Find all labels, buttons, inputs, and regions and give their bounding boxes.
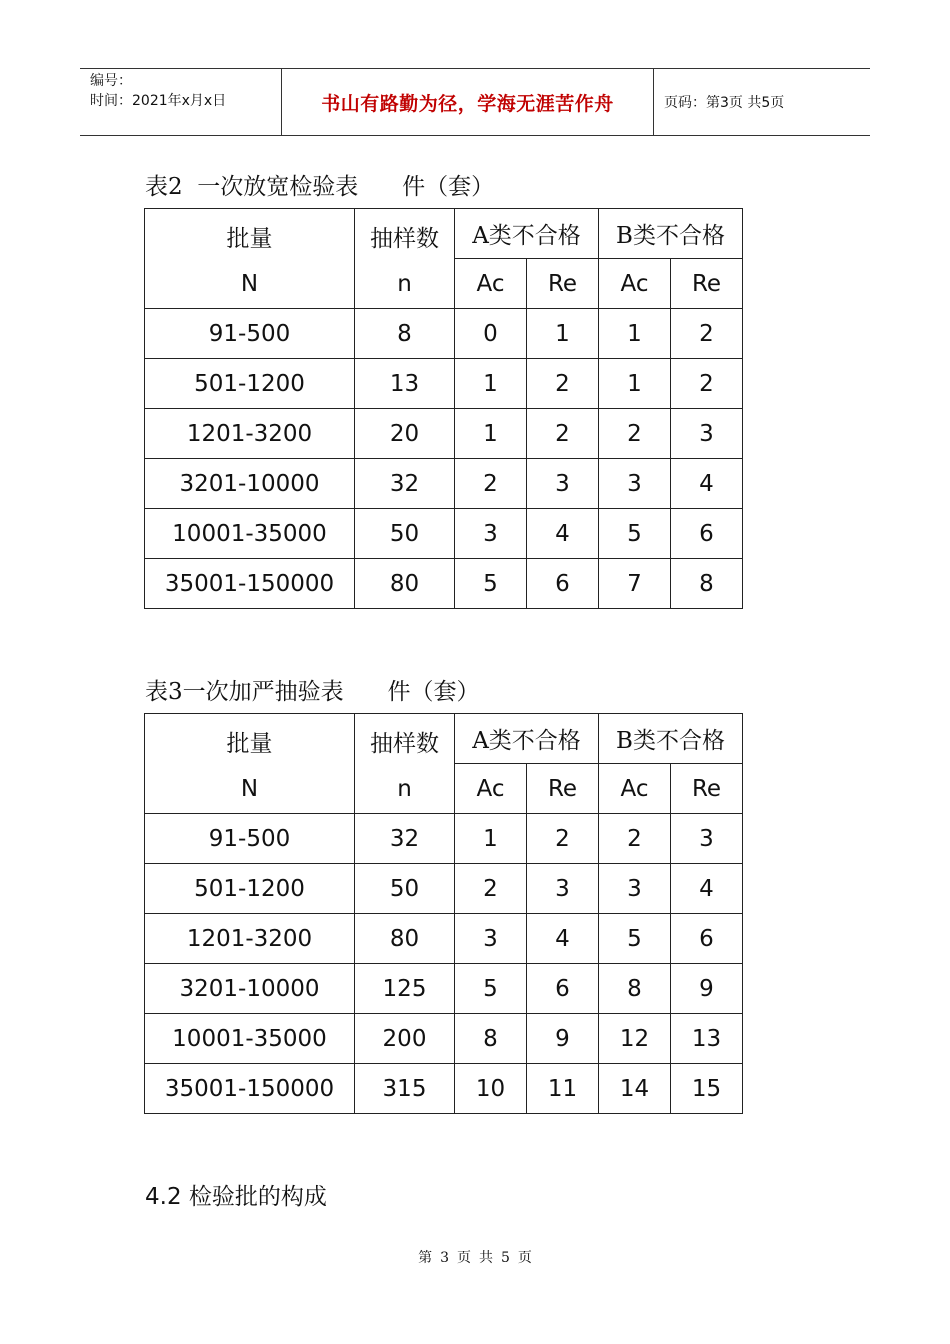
a-class-header: A类不合格 [455, 209, 599, 259]
lot-size-cell: 10001-35000 [145, 509, 355, 559]
a-ac-cell: 1 [455, 814, 527, 864]
a-ac-cell: 1 [455, 359, 527, 409]
table-row [145, 864, 743, 914]
sample-size-cell: 32 [355, 459, 455, 509]
b-re-cell: 13 [671, 1014, 743, 1064]
b-ac-header: Ac [599, 764, 671, 814]
header-right [654, 69, 870, 135]
sample-size-cell: 32 [355, 814, 455, 864]
sample-size-cell: 8 [355, 309, 455, 359]
a-re-cell: 9 [527, 1014, 599, 1064]
a-ac-cell: 3 [455, 914, 527, 964]
lot-size-label: 批量 [226, 731, 273, 757]
lot-size-cell: 1201-3200 [145, 914, 355, 964]
table3 [144, 713, 743, 1114]
b-re-header: Re [671, 259, 743, 309]
a-ac-header: Ac [455, 764, 527, 814]
a-ac-cell: 10 [455, 1064, 527, 1114]
section-title: 4.2 检验批的构成 [145, 1184, 327, 1210]
footer-total-pages: 5 [501, 1250, 510, 1266]
table-row [145, 359, 743, 409]
sample-size-symbol: n [397, 271, 412, 297]
b-ac-cell: 2 [599, 409, 671, 459]
header-middle [281, 69, 654, 135]
b-ac-cell: 8 [599, 964, 671, 1014]
b-ac-cell: 3 [599, 459, 671, 509]
lot-size-cell: 3201-10000 [145, 459, 355, 509]
lot-size-cell: 501-1200 [145, 359, 355, 409]
sample-size-cell: 200 [355, 1014, 455, 1064]
motto-text: 书山有路勤为径，学海无涯苦作舟 [321, 92, 614, 115]
a-re-cell: 1 [527, 309, 599, 359]
sample-size-cell: 50 [355, 509, 455, 559]
footer-di: 第 [418, 1250, 433, 1266]
a-re-cell: 2 [527, 409, 599, 459]
a-ac-cell: 5 [455, 964, 527, 1014]
a-re-cell: 11 [527, 1064, 599, 1114]
b-re-cell: 2 [671, 359, 743, 409]
table-row [145, 409, 743, 459]
sample-size-cell: 20 [355, 409, 455, 459]
time-label: 时间：2021年x月x日 [90, 93, 227, 109]
b-re-cell: 8 [671, 559, 743, 609]
table-row [145, 559, 743, 609]
a-ac-cell: 2 [455, 864, 527, 914]
a-ac-cell: 2 [455, 459, 527, 509]
a-re-cell: 6 [527, 964, 599, 1014]
table2-caption: 表2 一次放宽检验表 件（套） [145, 174, 495, 200]
lot-size-label: 批量 [226, 226, 273, 252]
lot-size-symbol: N [240, 776, 259, 802]
b-re-cell: 9 [671, 964, 743, 1014]
table3-caption: 表3一次加严抽验表 件（套） [145, 679, 480, 705]
page-header [80, 68, 870, 136]
number-label: 编号： [90, 73, 132, 89]
b-ac-cell: 7 [599, 559, 671, 609]
sample-size-label: 抽样数 [370, 226, 439, 252]
b-re-header: Re [671, 764, 743, 814]
a-re-cell: 4 [527, 509, 599, 559]
lot-size-header [145, 714, 355, 814]
a-re-cell: 2 [527, 814, 599, 864]
sample-size-cell: 80 [355, 559, 455, 609]
a-re-cell: 3 [527, 459, 599, 509]
footer-page-number: 3 [440, 1250, 449, 1266]
table-row [145, 1014, 743, 1064]
sample-size-label: 抽样数 [370, 731, 439, 757]
sample-size-cell: 50 [355, 864, 455, 914]
lot-size-cell: 501-1200 [145, 864, 355, 914]
b-ac-cell: 12 [599, 1014, 671, 1064]
table2 [144, 208, 743, 609]
b-re-cell: 6 [671, 914, 743, 964]
lot-size-cell: 35001-150000 [145, 559, 355, 609]
b-ac-cell: 5 [599, 914, 671, 964]
b-ac-cell: 1 [599, 359, 671, 409]
lot-size-symbol: N [240, 271, 259, 297]
b-ac-cell: 2 [599, 814, 671, 864]
a-ac-cell: 3 [455, 509, 527, 559]
a-re-cell: 3 [527, 864, 599, 914]
b-class-header: B类不合格 [599, 714, 743, 764]
lot-size-header [145, 209, 355, 309]
header-left [80, 69, 281, 135]
b-re-cell: 3 [671, 409, 743, 459]
sample-size-header [355, 209, 455, 309]
b-ac-cell: 1 [599, 309, 671, 359]
b-ac-cell: 3 [599, 864, 671, 914]
footer-gong: 共 [479, 1250, 493, 1266]
a-ac-cell: 1 [455, 409, 527, 459]
b-class-header: B类不合格 [599, 209, 743, 259]
sample-size-cell: 315 [355, 1064, 455, 1114]
b-re-cell: 6 [671, 509, 743, 559]
page-info: 页码：第3页 共5页 [664, 95, 785, 111]
a-re-header: Re [527, 259, 599, 309]
table-row [145, 814, 743, 864]
a-re-cell: 4 [527, 914, 599, 964]
lot-size-cell: 10001-35000 [145, 1014, 355, 1064]
b-re-cell: 2 [671, 309, 743, 359]
a-re-cell: 2 [527, 359, 599, 409]
table-row [145, 509, 743, 559]
b-re-cell: 15 [671, 1064, 743, 1114]
b-re-cell: 3 [671, 814, 743, 864]
a-class-header: A类不合格 [455, 714, 599, 764]
a-ac-cell: 5 [455, 559, 527, 609]
table-row [145, 964, 743, 1014]
sample-size-symbol: n [397, 776, 412, 802]
sample-size-header [355, 714, 455, 814]
lot-size-cell: 91-500 [145, 309, 355, 359]
sample-size-cell: 13 [355, 359, 455, 409]
sample-size-cell: 80 [355, 914, 455, 964]
b-ac-cell: 5 [599, 509, 671, 559]
a-ac-cell: 0 [455, 309, 527, 359]
lot-size-cell: 1201-3200 [145, 409, 355, 459]
footer-ye: 页 [457, 1250, 471, 1266]
page-footer [0, 1247, 950, 1267]
a-ac-header: Ac [455, 259, 527, 309]
b-ac-cell: 14 [599, 1064, 671, 1114]
table-row [145, 309, 743, 359]
table-row [145, 459, 743, 509]
b-re-cell: 4 [671, 864, 743, 914]
b-ac-header: Ac [599, 259, 671, 309]
table-row [145, 914, 743, 964]
sample-size-cell: 125 [355, 964, 455, 1014]
lot-size-cell: 3201-10000 [145, 964, 355, 1014]
footer-ye-2: 页 [517, 1250, 532, 1266]
lot-size-cell: 91-500 [145, 814, 355, 864]
a-re-header: Re [527, 764, 599, 814]
table-row [145, 1064, 743, 1114]
a-re-cell: 6 [527, 559, 599, 609]
lot-size-cell: 35001-150000 [145, 1064, 355, 1114]
a-ac-cell: 8 [455, 1014, 527, 1064]
b-re-cell: 4 [671, 459, 743, 509]
